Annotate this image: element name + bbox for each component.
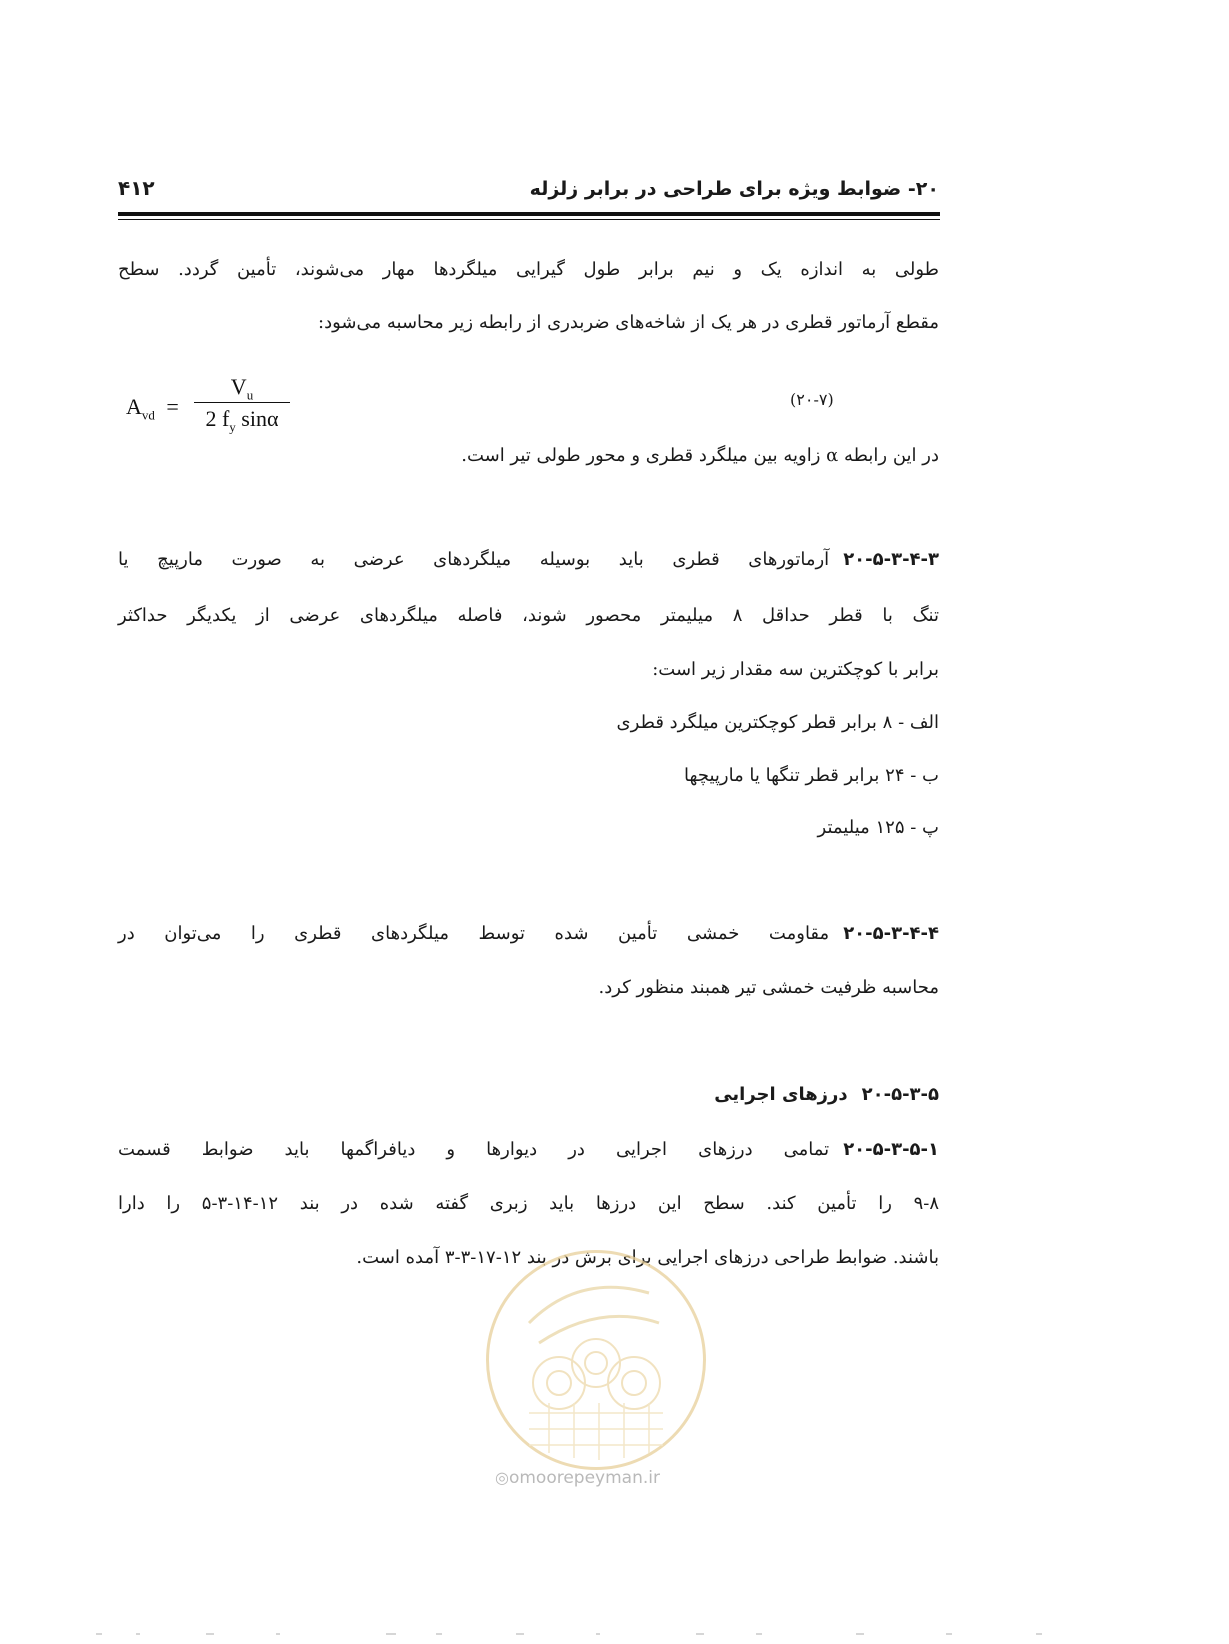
- page-number: ۴۱۲: [118, 176, 155, 200]
- formula-note: در این رابطه α زاویه بین میلگرد قطری و محور طولی تیر است.: [461, 445, 939, 466]
- chapter-header-title: ۲۰- ضوابط ویژه برای طراحی در برابر زلزله: [529, 178, 939, 200]
- intro-line-2: مقطع آرماتور قطری در هر یک از شاخه‌های ضربدری از رابطه زیر محاسبه می‌شود:: [318, 312, 939, 333]
- clause-number: ۲۰-۵-۳-۴-۴: [843, 923, 939, 944]
- clause-3-4-3-line-1: ۲۰-۵-۳-۴-۳آرماتورهای قطری باید بوسیله میلگردهای عرضی به صورت مارپیچ یا: [118, 549, 939, 570]
- clause-3-5-1-line-1: ۲۰-۵-۳-۵-۱تمامی درزهای اجرایی در دیوارها و دیافراگمها باید ضوابط قسمت: [118, 1139, 939, 1160]
- section-number: ۲۰-۵-۳-۵: [861, 1084, 939, 1105]
- scan-noise-decoration: [96, 1632, 1106, 1636]
- clause-3-4-3-line-2: تنگ با قطر حداقل ۸ میلیمتر محصور شوند، فاصله میلگردهای عرضی از یکدیگر حداکثر: [118, 605, 939, 626]
- list-item: ب - ۲۴ برابر قطر تنگها یا مارپیچها: [684, 765, 939, 786]
- formula-lhs: $A_{vd}$ =: [126, 394, 179, 423]
- formula-fraction: [192, 372, 292, 433]
- list-item: پ - ۱۲۵ میلیمتر: [817, 817, 939, 838]
- watermark-logo-icon: [489, 1253, 703, 1467]
- clause-3-4-4-line-2: محاسبه ظرفیت خمشی تیر همبند منظور کرد.: [598, 977, 939, 998]
- formula-denominator: 2 $f_y$ sinα: [205, 406, 279, 435]
- equation-number: (۲۰-۷): [790, 390, 834, 409]
- intro-line-1: طولی به اندازه یک و نیم برابر طول گیرایی میلگردها مهار می‌شوند، تأمین گردد. سطح: [118, 259, 939, 280]
- clause-3-4-4-line-1: ۲۰-۵-۳-۴-۴مقاومت خمشی تأمین شده توسط میلگردهای قطری را می‌توان در: [118, 923, 939, 944]
- clause-3-4-3-line-3: برابر با کوچکترین سه مقدار زیر است:: [652, 659, 939, 680]
- section-title: درزهای اجرایی: [714, 1084, 848, 1105]
- header-rule-thick: [118, 212, 940, 216]
- list-item: الف - ۸ برابر قطر کوچکترین میلگرد قطری: [616, 712, 939, 733]
- watermark-site: ◎omoorepeyman.ir: [495, 1468, 660, 1488]
- clause-number: ۲۰-۵-۳-۴-۳: [843, 549, 939, 570]
- clause-number: ۲۰-۵-۳-۵-۱: [843, 1139, 939, 1160]
- header-rule-thin: [118, 219, 940, 220]
- watermark-seal: [486, 1250, 706, 1470]
- clause-3-5-1-line-3: باشند. ضوابط طراحی درزهای اجرایی برای برش در بند ۱۲-۱۷-۳-۳ آمده است.: [356, 1247, 939, 1268]
- section-heading: [714, 1082, 939, 1108]
- formula-numerator: $V_u$: [230, 374, 254, 403]
- clause-3-5-1-line-2: ۹-۸ را تأمین کند. سطح این درزها باید زبری گفته شده در بند ۱۲-۱۴-۳-۵ را دارا: [118, 1193, 939, 1214]
